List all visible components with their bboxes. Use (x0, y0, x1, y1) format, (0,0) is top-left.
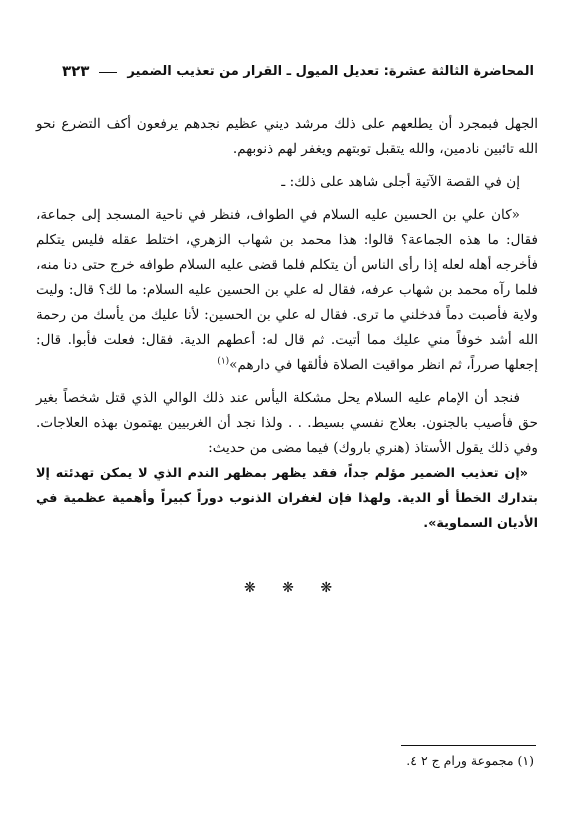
body-text (36, 112, 538, 544)
story-text: «كان علي بن الحسين عليه السلام في الطواف، فنظر في ناحية المسجد إلى جماعة، فقال: ما هذه الجماعة؟ قالوا: هذا محمد بن شهاب الزهري، اختلط عقله فليس يتكلم فأخرجه أهله لعله إذا رأى الناس أن يتكلم فلما قضى عليه السلام طوافه خرج حتى دنا منه، فلما رآه محمد بن شهاب عرفه، فقال له علي بن الحسين عليه السلام: ما لك؟ قال: وليت ولاية فأصبت دماً فدخلني ما ترى. فقال له علي بن الحسين: لأنا عليك من يأسك من رحمة الله أشد خوفاً مني عليك مما أتيت. ثم قال له: أعطهم الدية. فقال: فعلت فأبوا. قال: إجعلها صرراً، ثم انظر مواقيت الصلاة فألقها في دارهم» (36, 207, 538, 373)
paragraph-continuation: الجهل فبمجرد أن يطلعهم على ذلك مرشد ديني عظيم نجدهم يرفعون أكف التضرع نحو الله تائبين نادمين، والله يتقبل توبتهم ويغفر لهم ذنوبهم. (36, 116, 538, 157)
paragraph-intro: إن في القصة الآتية أجلى شاهد على ذلك: ـ (281, 174, 520, 190)
footnote: (١) مجموعة ورام ج ٢ ٤. (406, 753, 534, 768)
block-quote: «إن تعذيب الضمير مؤلم جداً، فقد يظهر بمظهر الندم الذي لا يمكن تهدئته إلا بتدارك الخطأ أو الدية. ولهذا فإن لغفران الذنوب دوراً كبيراً وأهمية عظمية في الأديان السماوية». (36, 466, 538, 531)
footnote-rule (401, 745, 536, 746)
paragraph-commentary: فنجد أن الإمام عليه السلام يحل مشكلة اليأس عند ذلك الوالي الذي قتل شخصاً بغير حق فأصيب بالجنون. بعلاج نفسي بسيط. . . ولذا نجد أن الغربيين يهتمون بهذه العلاجات. وفي ذلك يقول الأستاذ (هنري باروك) فيما مضى من حديث: (36, 390, 538, 456)
section-separator (0, 580, 576, 596)
asterism-star-icon: ❋ (320, 580, 333, 596)
asterism-star-icon: ❋ (282, 580, 294, 596)
footnote-reference: (١) (217, 356, 230, 367)
chapter-title: المحاضرة الثالثة عشرة: تعديل الميول ـ القرار من تعذيب الضمير (127, 63, 534, 79)
running-header (62, 60, 534, 82)
header-rule (99, 72, 117, 73)
page-number: ٣٢٣ (62, 62, 90, 80)
asterism-star-icon: ❋ (243, 580, 256, 596)
paragraph-story (36, 203, 538, 378)
